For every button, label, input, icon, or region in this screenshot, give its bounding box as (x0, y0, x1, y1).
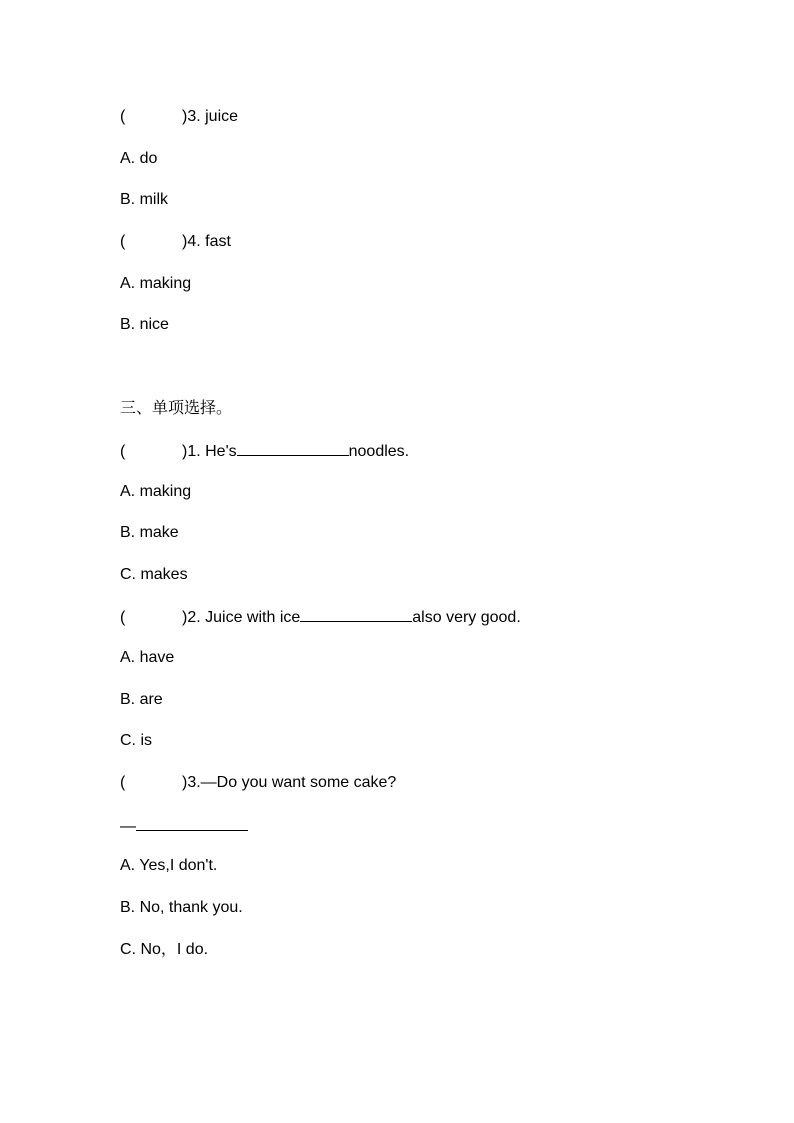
option-b: B. milk (120, 191, 168, 208)
question-text: )3. juice (182, 108, 239, 125)
question-text: )2. Juice with ice (182, 609, 301, 626)
option-a: A. do (120, 150, 158, 167)
option-a: A. have (120, 649, 175, 666)
question-3-juice (120, 107, 238, 127)
question-text: )4. fast (182, 233, 231, 250)
question-text: )1. He's (182, 443, 237, 460)
option-a: A. making (120, 483, 192, 500)
question-text-after: noodles. (348, 443, 410, 460)
option-a: A. Yes,I don't. (120, 857, 218, 874)
option-b: B. No, thank you. (120, 899, 243, 916)
section-title: 三、单项选择。 (120, 398, 233, 417)
answer-paren: ( (120, 233, 126, 250)
answer-paren: ( (120, 443, 126, 460)
question-3 (120, 773, 396, 793)
option-b: B. nice (120, 316, 169, 333)
fill-blank (237, 440, 349, 456)
reply-dash: — (120, 818, 136, 835)
question-1 (120, 440, 409, 462)
option-c: C. makes (120, 566, 188, 583)
option-c: C. No，I do. (120, 941, 209, 958)
question-2 (120, 606, 521, 628)
question-text: )3.—Do you want some cake? (182, 774, 397, 791)
fill-blank (136, 815, 248, 831)
answer-paren: ( (120, 609, 126, 626)
option-a: A. making (120, 275, 192, 292)
fill-blank (300, 606, 412, 622)
reply-line (120, 815, 248, 837)
answer-paren: ( (120, 108, 126, 125)
option-c: C. is (120, 732, 152, 749)
answer-paren: ( (120, 774, 126, 791)
option-b: B. make (120, 524, 179, 541)
option-b: B. are (120, 691, 163, 708)
question-4-fast (120, 232, 231, 252)
question-text-after: also very good. (412, 609, 521, 626)
